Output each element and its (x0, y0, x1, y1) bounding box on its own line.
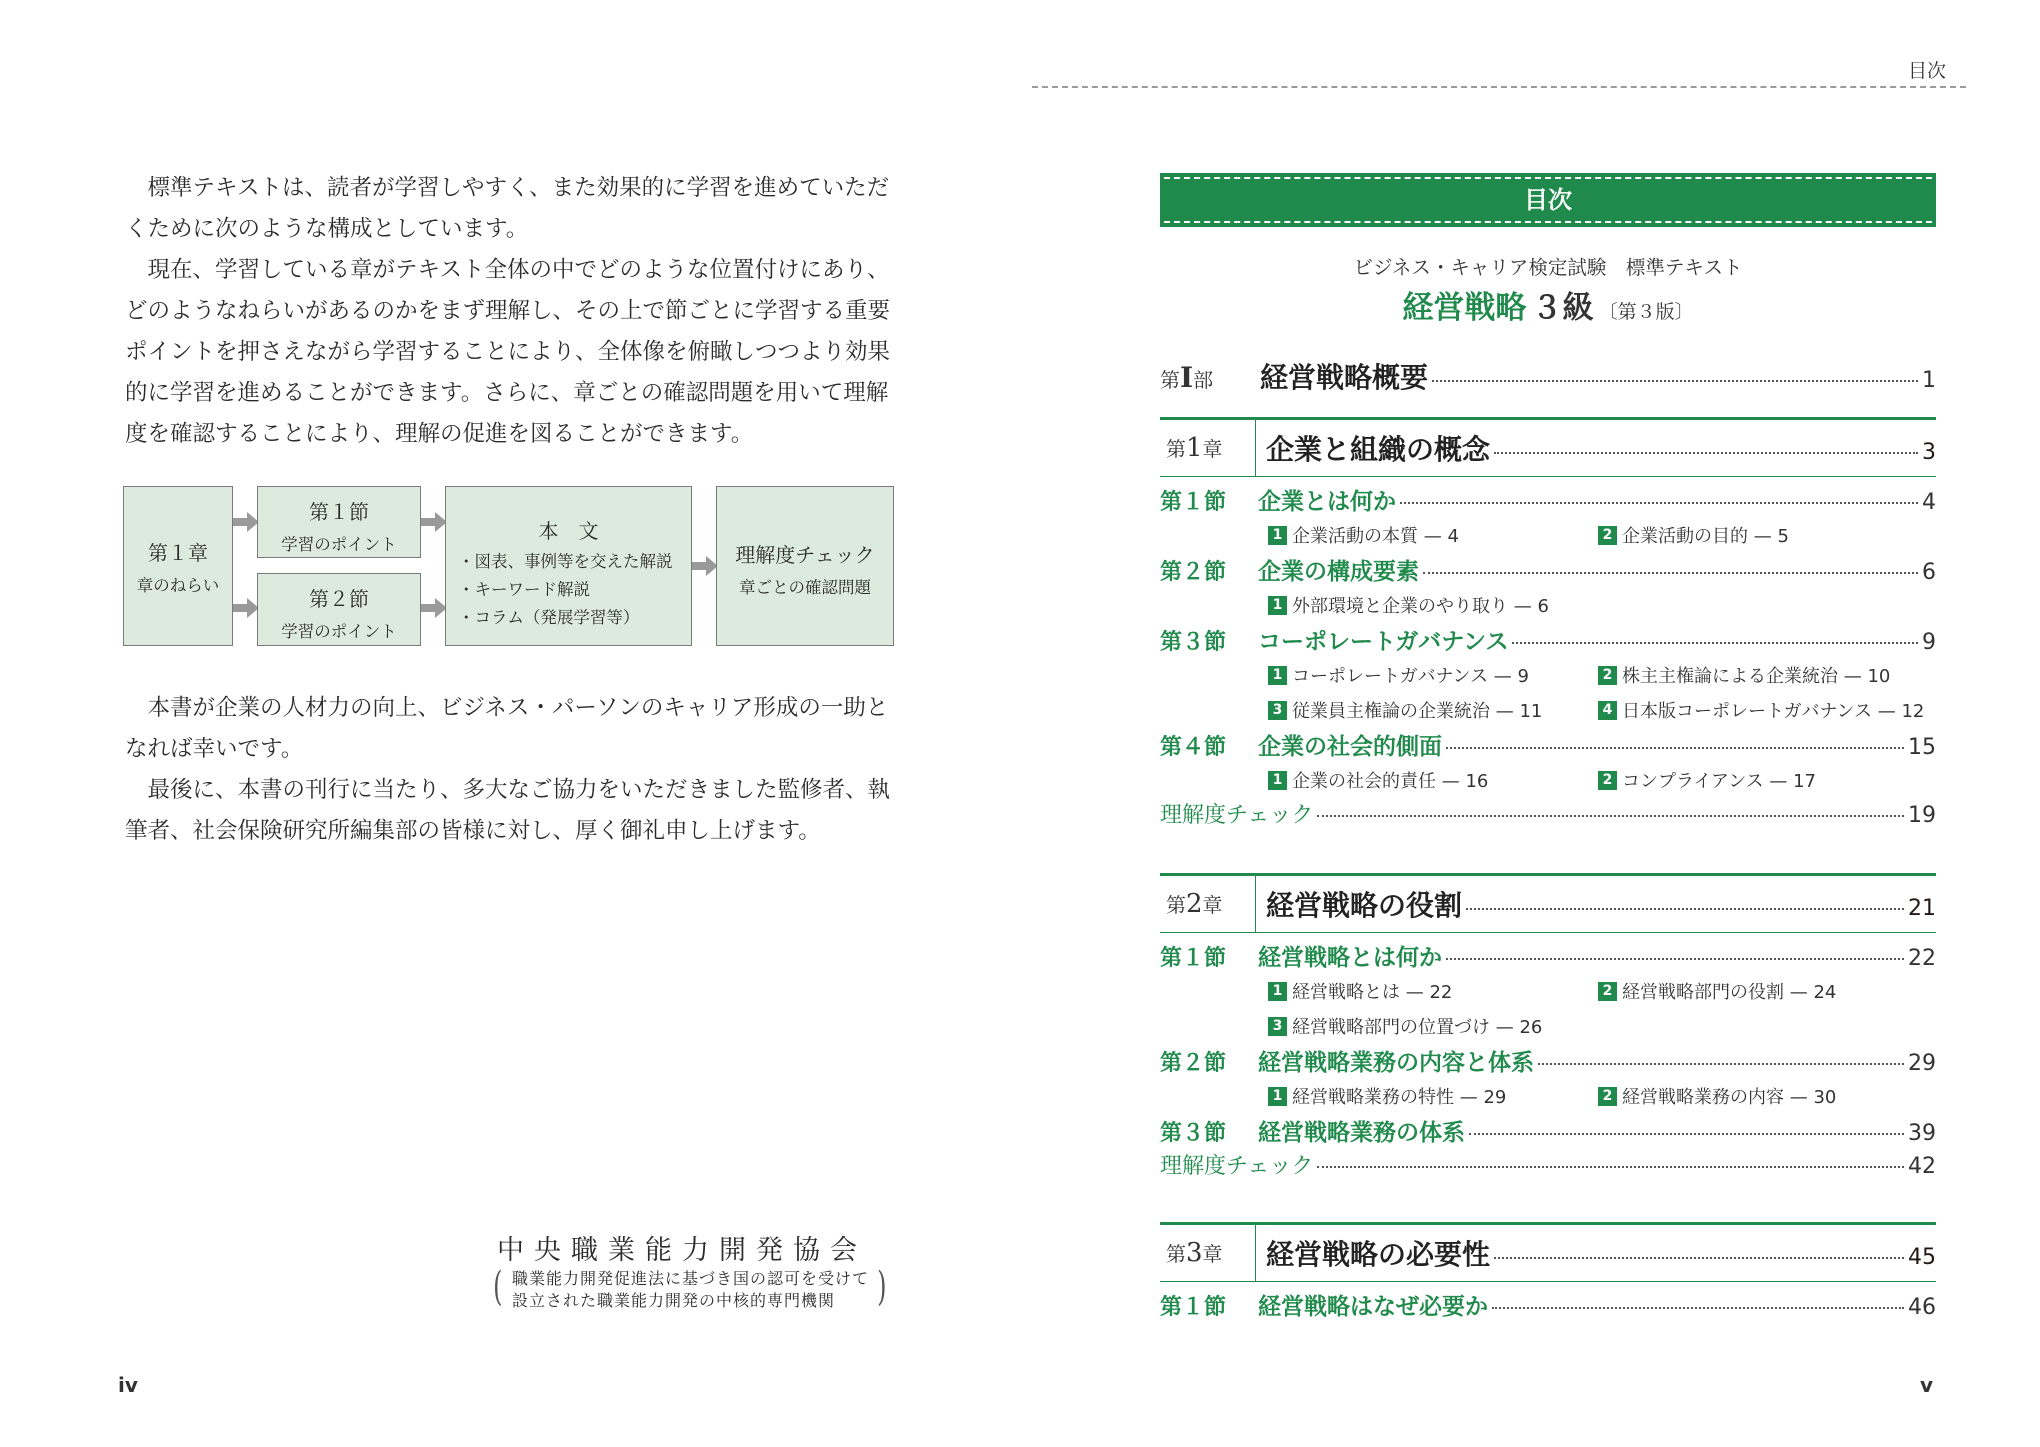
dot-leader (1423, 572, 1918, 574)
page-ref: 22 (1908, 946, 1936, 971)
page-ref: 6 (1922, 560, 1936, 585)
subitem-text: 経営戦略業務の特性 — 29 (1292, 1087, 1507, 1108)
dot-leader (1469, 1133, 1904, 1135)
section-label: 第４節 (1160, 735, 1227, 760)
subitem-text: 企業活動の本質 — 4 (1292, 526, 1459, 547)
diagram-body-title: 本 文 (538, 519, 599, 543)
dot-leader (1446, 747, 1904, 749)
intro-paragraph-1: 標準テキストは、読者が学習しやすく、また効果的に学習を進めていただくために次のような構成としています。 (125, 175, 890, 242)
page-ref: 3 (1922, 440, 1936, 465)
diagram-body-box (445, 486, 692, 646)
toc-section-entry[interactable] (1160, 1044, 1936, 1077)
toc-section-entry[interactable] (1160, 1114, 1936, 1147)
diagram-section1-title: 第１節 (309, 500, 369, 524)
diagram-body-item: ・キーワード解説 (458, 580, 590, 599)
dot-leader (1400, 502, 1918, 504)
section-title: 経営戦略はなぜ必要か (1258, 1294, 1488, 1320)
subitem-text: 企業活動の目的 — 5 (1622, 526, 1789, 547)
item-number-badge: 1 (1268, 982, 1287, 1001)
chapter-label: 第2章 (1160, 876, 1256, 932)
section-label: 第２節 (1160, 560, 1227, 585)
toc-section-entry[interactable] (1160, 623, 1936, 656)
dot-leader (1512, 642, 1918, 644)
diagram-section2-sub: 学習のポイント (281, 622, 397, 641)
subitem-text: 外部環境と企業のやり取り — 6 (1292, 596, 1549, 617)
subitem-text: コンプライアンス — 17 (1622, 771, 1817, 792)
section-label: 第１節 (1160, 946, 1227, 971)
book-title-edition: 〔第３版〕 (1598, 301, 1694, 323)
diagram-chapter-sub: 章のねらい (136, 576, 220, 595)
review-label: 理解度チェック (1160, 1154, 1314, 1179)
chapter-title: 経営戦略の必要性 (1266, 1238, 1491, 1271)
toc-section-entry[interactable] (1160, 483, 1936, 516)
toc-subitem[interactable] (1268, 697, 1542, 723)
subitem-text: 経営戦略業務の内容 — 30 (1622, 1087, 1837, 1108)
dot-leader (1538, 1063, 1904, 1065)
dot-leader (1432, 380, 1918, 382)
section-title: 企業とは何か (1258, 489, 1396, 515)
section-label: 第３節 (1160, 1121, 1227, 1146)
item-number-badge: 2 (1598, 666, 1617, 685)
chapter-label: 第1章 (1160, 420, 1256, 476)
subitem-text: 株主主権論による企業統治 — 10 (1622, 666, 1891, 687)
toc-subitem[interactable] (1268, 522, 1459, 548)
toc-subitem[interactable] (1268, 767, 1488, 793)
dot-leader (1317, 1166, 1904, 1168)
diagram-section1-box (257, 486, 421, 558)
toc-section-entry[interactable] (1160, 1288, 1936, 1321)
section-title: 企業の構成要素 (1258, 559, 1419, 585)
item-number-badge: 1 (1268, 596, 1287, 615)
right-page (1020, 0, 2040, 1447)
closing-paragraph-2: 最後に、本書の刊行に当たり、多大なご協力をいただきました監修者、執筆者、社会保険研究所編集部の皆様に対し、厚く御礼申し上げます。 (125, 777, 891, 844)
organization-name: 中央職業能力開発協会 (497, 1235, 867, 1266)
page-ref: 46 (1908, 1295, 1936, 1320)
dot-leader (1446, 958, 1904, 960)
page-ref: 39 (1908, 1121, 1936, 1146)
page-ref: 29 (1908, 1051, 1936, 1076)
item-number-badge: 3 (1268, 1017, 1287, 1036)
toc-section-entry[interactable] (1160, 553, 1936, 586)
arrow-icon (233, 598, 259, 618)
item-number-badge: 2 (1598, 526, 1617, 545)
section-title: 経営戦略業務の体系 (1258, 1120, 1465, 1146)
page-ref: 45 (1908, 1245, 1936, 1270)
diagram-section1-sub: 学習のポイント (281, 535, 397, 554)
diagram-section2-title: 第２節 (309, 587, 369, 611)
item-number-badge: 1 (1268, 526, 1287, 545)
dot-leader (1494, 452, 1918, 454)
page-ref: 42 (1908, 1154, 1936, 1179)
organization-description (512, 1268, 869, 1312)
page-number-left: iv (118, 1373, 138, 1397)
part-title: 経営戦略概要 (1260, 361, 1429, 394)
toc-review-entry[interactable] (1160, 1149, 1936, 1180)
toc-review-entry[interactable] (1160, 798, 1936, 829)
subitem-text: 経営戦略部門の役割 — 24 (1622, 982, 1837, 1003)
dot-leader (1466, 908, 1904, 910)
item-number-badge: 2 (1598, 771, 1617, 790)
section-title: 企業の社会的側面 (1258, 734, 1442, 760)
subitem-text: 日本版コーポレートガバナンス — 12 (1622, 701, 1925, 722)
item-number-badge: 1 (1268, 771, 1287, 790)
closing-paragraph-1: 本書が企業の人材力の向上、ビジネス・パーソンのキャリア形成の一助となれば幸いです。 (125, 695, 889, 762)
section-label: 第１節 (1160, 490, 1227, 515)
toc-subitem[interactable] (1598, 978, 1836, 1004)
page-ref: 19 (1908, 803, 1936, 828)
toc-chapter-entry[interactable] (1160, 1222, 1936, 1282)
chapter-title: 企業と組織の概念 (1266, 433, 1491, 466)
arrow-icon (421, 598, 447, 618)
item-number-badge: 1 (1268, 666, 1287, 685)
page-ref: 4 (1922, 490, 1936, 515)
item-number-badge: 3 (1268, 701, 1287, 720)
diagram-section2-box (257, 573, 421, 646)
running-head: 目次 (1908, 60, 1947, 82)
subitem-text: 経営戦略部門の位置づけ — 26 (1292, 1017, 1543, 1038)
diagram-check-title: 理解度チェック (735, 543, 875, 567)
organization-desc-line: 職業能力開発促進法に基づき国の認可を受けて (512, 1269, 870, 1288)
subitem-text: 企業の社会的責任 — 16 (1292, 771, 1489, 792)
paren-left-icon: ( (493, 1264, 503, 1310)
section-title: 経営戦略業務の内容と体系 (1258, 1050, 1534, 1076)
toc-subitem[interactable] (1598, 767, 1816, 793)
subitem-text: コーポレートガバナンス — 9 (1292, 666, 1529, 687)
diagram-body-item: ・図表、事例等を交えた解説 (458, 552, 673, 571)
toc-subitem[interactable] (1268, 662, 1529, 688)
running-head-rule (1032, 86, 1966, 88)
item-number-badge: 2 (1598, 982, 1617, 1001)
page-ref: 15 (1908, 735, 1936, 760)
book-series-subtitle: ビジネス・キャリア検定試験 標準テキスト (1353, 256, 1743, 279)
toc-subitem[interactable] (1598, 662, 1890, 688)
dot-leader (1317, 815, 1904, 817)
diagram-chapter-title: 第１章 (148, 541, 208, 565)
toc-subitem[interactable] (1598, 697, 1924, 723)
arrow-icon (692, 556, 718, 576)
toc-subitem[interactable] (1598, 522, 1789, 548)
toc-section-entry[interactable] (1160, 939, 1936, 972)
review-label: 理解度チェック (1160, 803, 1314, 828)
toc-part-entry[interactable] (1160, 356, 1936, 396)
page-ref: 21 (1908, 896, 1936, 921)
toc-subitem[interactable] (1268, 1013, 1542, 1039)
item-number-badge: 4 (1598, 701, 1617, 720)
toc-subitem[interactable] (1268, 978, 1452, 1004)
subitem-text: 経営戦略とは — 22 (1292, 982, 1453, 1003)
book-title-level: ３級 (1531, 290, 1594, 326)
page-number-right: v (1920, 1373, 1934, 1397)
diagram-body-item: ・コラム（発展学習等） (458, 608, 640, 627)
subitem-text: 従業員主権論の企業統治 — 11 (1292, 701, 1543, 722)
toc-chapter-entry[interactable] (1160, 873, 1936, 933)
section-title: 経営戦略とは何か (1258, 945, 1442, 971)
section-label: 第３節 (1160, 630, 1227, 655)
part-label: 第I部 (1160, 361, 1214, 394)
toc-chapter-entry[interactable] (1160, 417, 1936, 477)
book-title-main: 経営戦略 (1402, 290, 1527, 326)
diagram-check-box (716, 486, 894, 646)
section-label: 第１節 (1160, 1295, 1227, 1320)
toc-section-entry[interactable] (1160, 728, 1936, 761)
dot-leader (1492, 1307, 1904, 1309)
item-number-badge: 1 (1268, 1087, 1287, 1106)
toc-subitem[interactable] (1268, 1083, 1506, 1109)
intro-paragraph-2: 現在、学習している章がテキスト全体の中でどのような位置付けにあり、どのようなねらいがあるのかをまず理解し、その上で節ごとに学習する重要ポイントを押さえながら学習することにより、全体像を俯瞰しつつより効果的に学習を進めることができます。さらに、章ごとの確認問題を用いて理解度を確認することにより、理解の促進を図ることができます。 (125, 257, 891, 447)
arrow-icon (233, 512, 259, 532)
diagram-check-sub: 章ごとの確認問題 (739, 578, 871, 597)
paren-right-icon: ) (877, 1264, 887, 1310)
chapter-title: 経営戦略の役割 (1266, 889, 1463, 922)
arrow-icon (421, 512, 447, 532)
book-title (1160, 282, 1936, 327)
section-title: コーポレートガバナンス (1258, 629, 1509, 655)
diagram-chapter-box (123, 486, 233, 646)
chapter-label: 第3章 (1160, 1225, 1256, 1281)
page-ref: 1 (1922, 368, 1936, 393)
dot-leader (1494, 1257, 1904, 1259)
section-label: 第２節 (1160, 1051, 1227, 1076)
page-ref: 9 (1922, 630, 1936, 655)
toc-subitem[interactable] (1598, 1083, 1836, 1109)
item-number-badge: 2 (1598, 1087, 1617, 1106)
toc-banner: 目次 (1160, 173, 1936, 227)
toc-subitem[interactable] (1268, 592, 1549, 618)
organization-desc-line: 設立された職業能力開発の中核的専門機関 (512, 1291, 836, 1310)
